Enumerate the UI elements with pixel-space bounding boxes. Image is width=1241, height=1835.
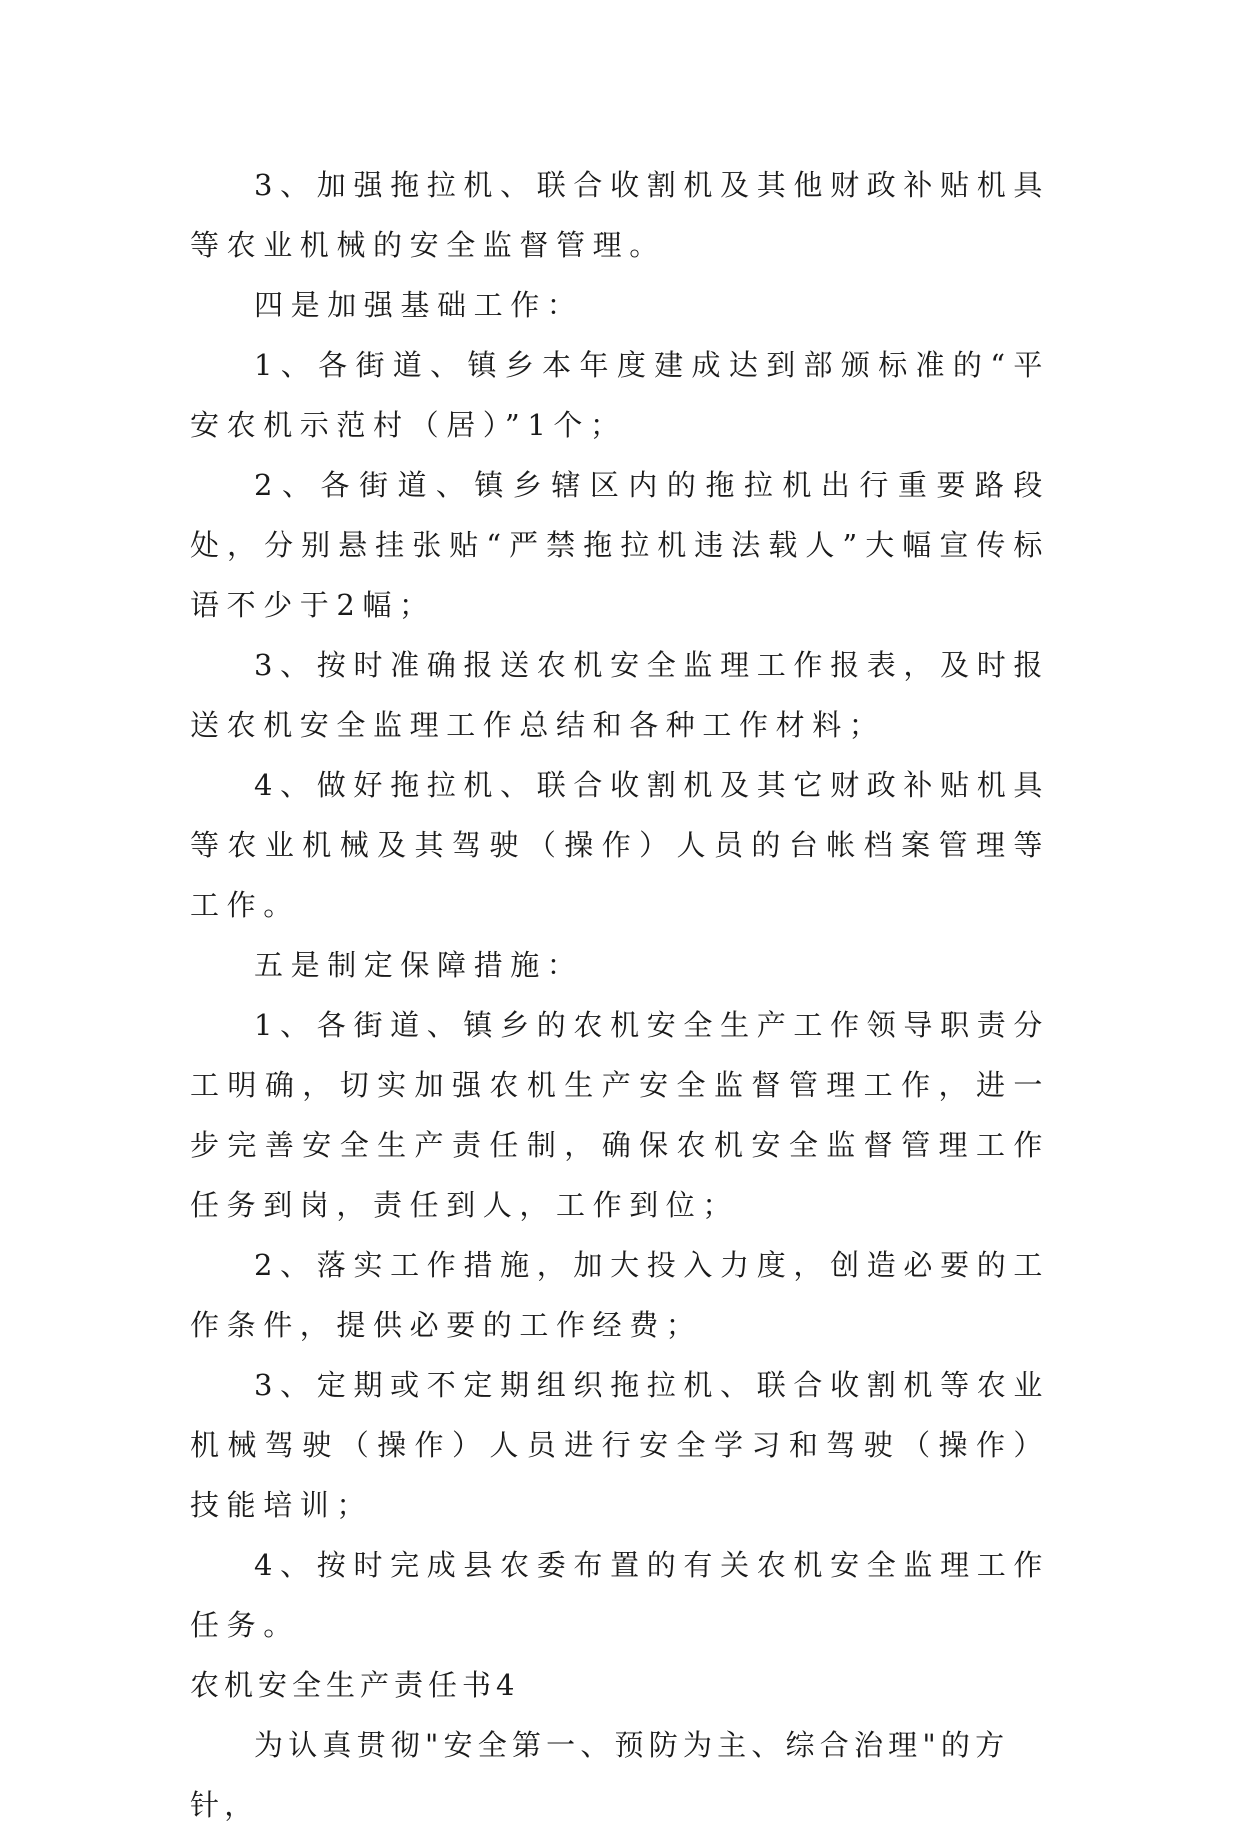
document-body bbox=[190, 155, 1050, 1835]
paragraph: 4、按时完成县农委布置的有关农机安全监理工作任务。 bbox=[190, 1548, 1050, 1642]
paragraph: 为认真贯彻"安全第一、预防为主、综合治理"的方针， bbox=[190, 1728, 1010, 1822]
paragraph: 2、各街道、镇乡辖区内的拖拉机出行重要路段处，分别悬挂张贴“严禁拖拉机违法载人”大幅宣传标语不少于2幅； bbox=[190, 468, 1050, 622]
paragraph: 1、各街道、镇乡的农机安全生产工作领导职责分工明确，切实加强农机生产安全监督管理工作，进一步完善安全生产责任制，确保农机安全监督管理工作任务到岗，责任到人，工作到位； bbox=[190, 1008, 1050, 1222]
paragraph: 2、落实工作措施，加大投入力度，创造必要的工作条件，提供必要的工作经费； bbox=[190, 1248, 1050, 1342]
paragraph: 3、按时准确报送农机安全监理工作报表，及时报送农机安全监理工作总结和各种工作材料； bbox=[190, 648, 1050, 742]
section-heading: 四是加强基础工作： bbox=[254, 288, 584, 322]
section-heading: 五是制定保障措施： bbox=[254, 948, 584, 982]
paragraph: 3、加强拖拉机、联合收割机及其他财政补贴机具等农业机械的安全监督管理。 bbox=[190, 168, 1050, 262]
paragraph: 4、做好拖拉机、联合收割机及其它财政补贴机具等农业机械及其驾驶（操作）人员的台帐档案管理等工作。 bbox=[190, 768, 1050, 922]
paragraph: 1、各街道、镇乡本年度建成达到部颁标准的“平安农机示范村（居）”1个； bbox=[190, 348, 1050, 442]
paragraph: 3、定期或不定期组织拖拉机、联合收割机等农业机械驾驶（操作）人员进行安全学习和驾驶（操作）技能培训； bbox=[190, 1368, 1050, 1522]
document-title: 农机安全生产责任书4 bbox=[190, 1668, 520, 1702]
